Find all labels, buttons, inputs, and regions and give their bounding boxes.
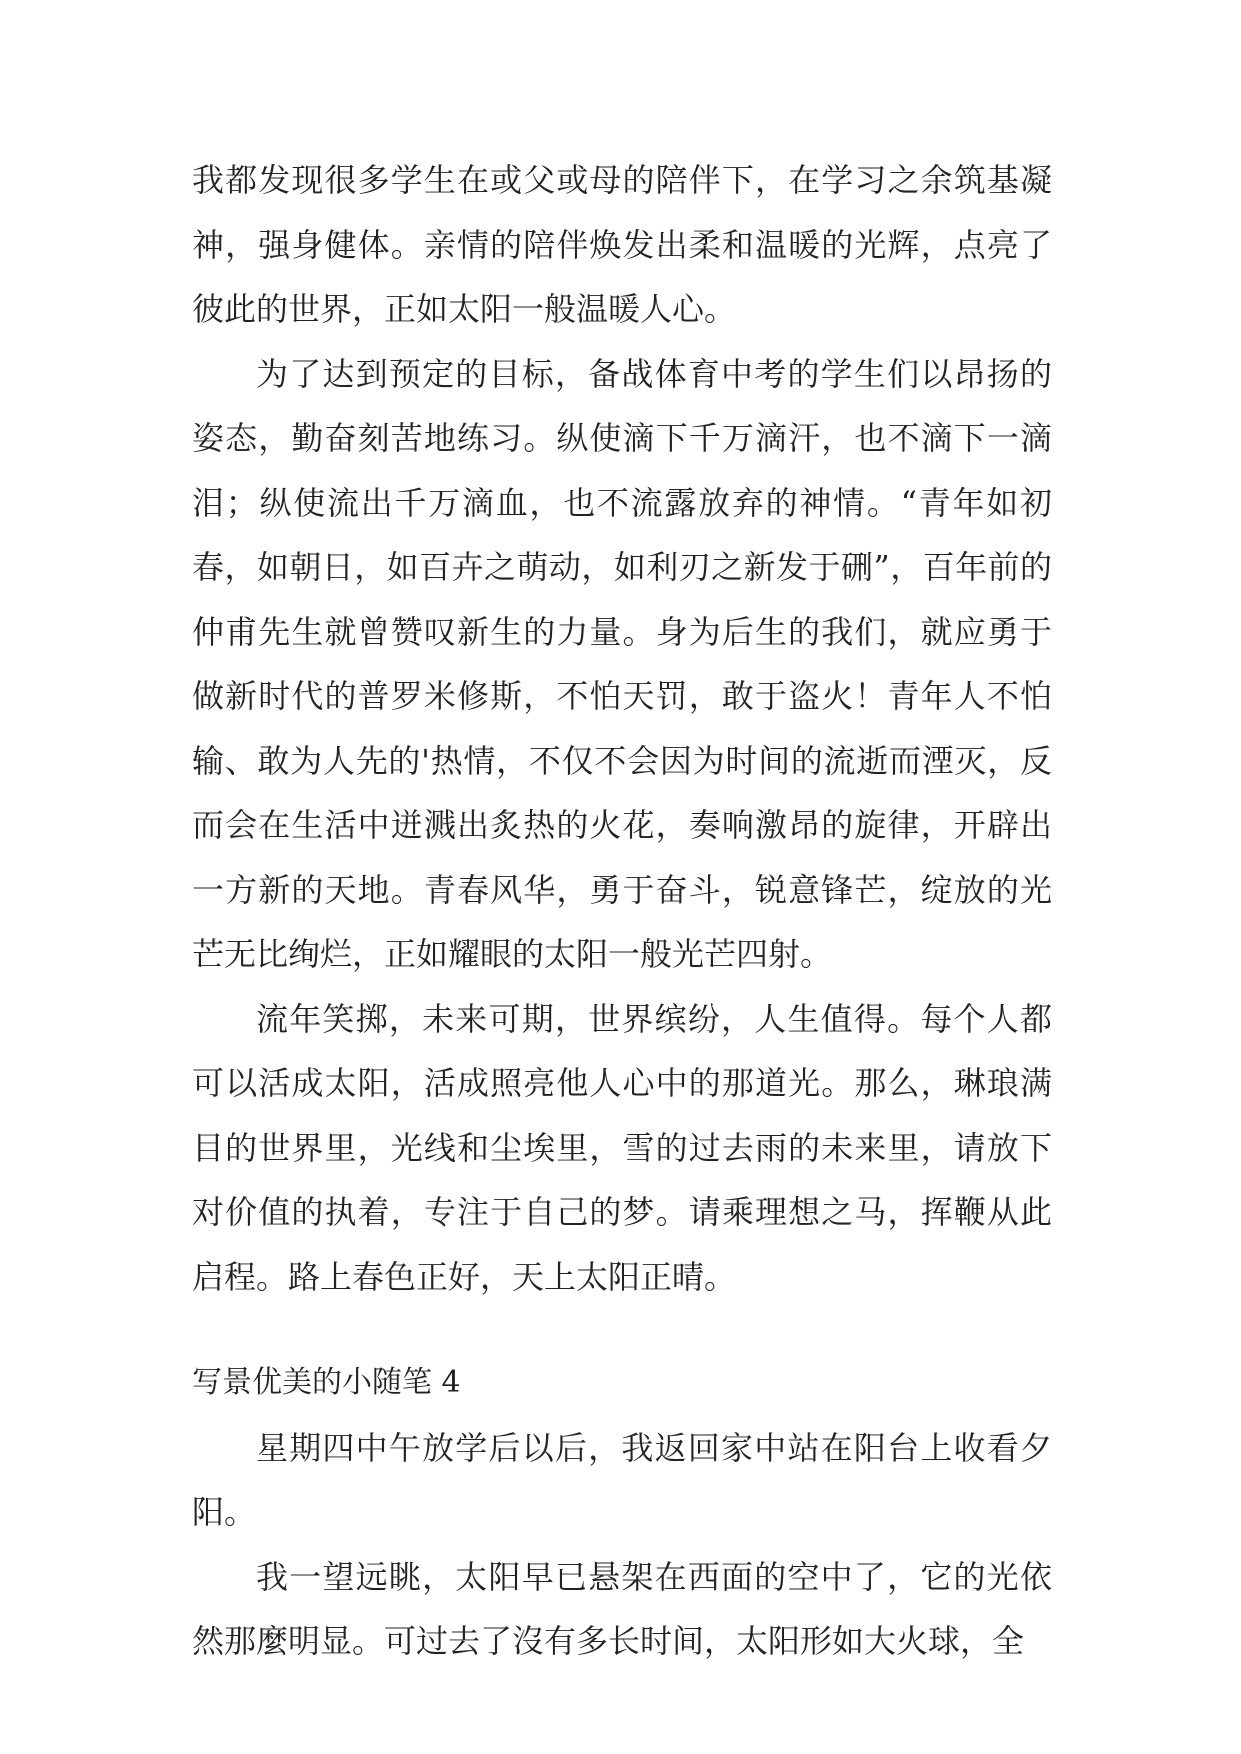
paragraph: 为了达到预定的目标，备战体育中考的学生们以昂扬的姿态，勤奋刻苦地练习。纵使滴下千万滴汗，也不滴下一滴泪；纵使流出千万滴血，也不流露放弃的神情。“青年如初春，如朝日，如百卉之萌动，如利刃之新发于硎”，百年前的仲甫先生就曾赞叹新生的力量。身为后生的我们，就应勇于做新时代的普罗米修斯，不怕天罚，敢于盗火！青年人不怕输、敢为人先的'热情，不仅不会因为时间的流逝而湮灭，反而会在生活中迸溅出炙热的火花，奏响激昂的旋律，开辟出一方新的天地。青春风华，勇于奋斗，锐意锋芒，绽放的光芒无比绚烂，正如耀眼的太阳一般光芒四射。 <box>192 354 1052 973</box>
paragraph: 星期四中午放学后以后，我返回家中站在阳台上收看夕阳。 <box>192 1428 1052 1531</box>
document-body <box>192 148 1052 1674</box>
paragraph: 流年笑掷，未来可期，世界缤纷，人生值得。每个人都可以活成太阳，活成照亮他人心中的那道光。那么，琳琅满目的世界里，光线和尘埃里，雪的过去雨的未来里，请放下对价值的执着，专注于自己的梦。请乘理想之马，挥鞭从此启程。路上春色正好，天上太阳正晴。 <box>192 999 1052 1296</box>
paragraph-continuation: 我都发现很多学生在或父或母的陪伴下，在学习之余筑基凝神，强身健体。亲情的陪伴焕发出柔和温暖的光辉，点亮了彼此的世界，正如太阳一般温暖人心。 <box>192 161 1052 328</box>
section-heading: 写景优美的小随笔 4 <box>192 1365 461 1400</box>
paragraph: 我一望远眺，太阳早已悬架在西面的空中了，它的光依然那麼明显。可过去了沒有多长时间，太阳形如大火球，全 <box>192 1557 1052 1660</box>
